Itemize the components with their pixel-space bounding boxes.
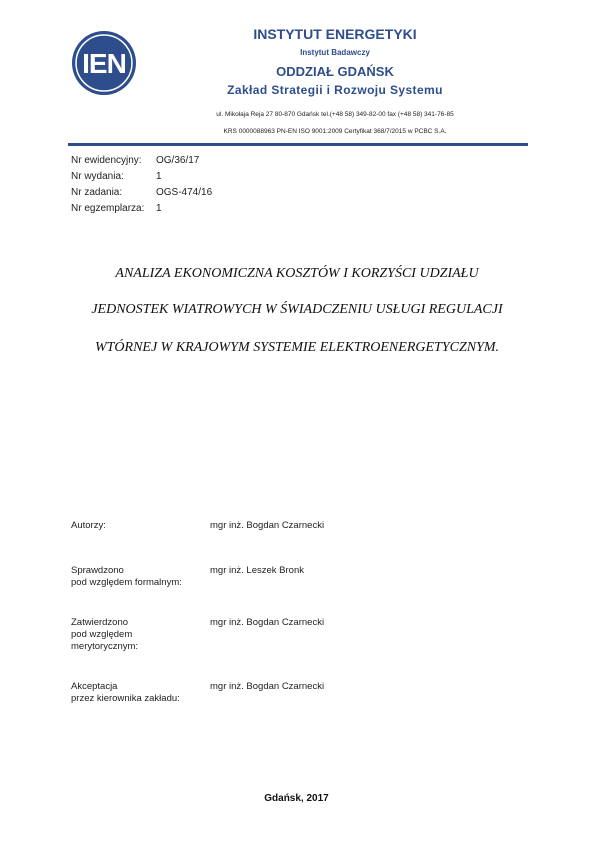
signature-name-formal: mgr inż. Leszek Bronk bbox=[210, 565, 304, 576]
signature-name-approved: mgr inż. Bogdan Czarnecki bbox=[210, 617, 325, 628]
document-title-line: ANALIZA EKONOMICZNA KOSZTÓW I KORZYŚCI UDZIAŁU bbox=[115, 266, 479, 281]
meta-row bbox=[71, 185, 212, 201]
branch-name: ODDZIAŁ GDAŃSK bbox=[276, 64, 394, 79]
meta-value: 1 bbox=[156, 171, 162, 182]
department-name: Zakład Strategii i Rozwoju Systemu bbox=[227, 83, 443, 97]
meta-row bbox=[71, 201, 212, 217]
institute-type: Instytut Badawczy bbox=[300, 48, 370, 57]
signature-label-approved: Zatwierdzono pod względem merytorycznym: bbox=[71, 617, 139, 652]
ien-logo bbox=[71, 30, 137, 96]
signature-name-authors: mgr inż. Bogdan Czarnecki bbox=[210, 520, 325, 531]
registry-line: KRS 0000088963 PN-EN ISO 9001:2009 Certyfikat 368/7/2015 w PCBC S.A. bbox=[223, 128, 447, 135]
institute-name: INSTYTUT ENERGETYKI bbox=[253, 26, 417, 42]
place-date-footer: Gdańsk, 2017 bbox=[264, 793, 329, 804]
meta-label: Nr wydania: bbox=[71, 171, 124, 182]
meta-label: Nr egzemplarza: bbox=[71, 203, 145, 214]
signature-label-authors: Autorzy: bbox=[71, 520, 106, 531]
meta-row bbox=[71, 169, 212, 185]
meta-value: OGS-474/16 bbox=[156, 187, 213, 198]
document-metadata bbox=[71, 153, 212, 217]
signature-label-formal: Sprawdzono pod względem formalnym: bbox=[71, 565, 182, 588]
meta-value: OG/36/17 bbox=[156, 155, 200, 166]
meta-value: 1 bbox=[156, 203, 162, 214]
document-title-line: WTÓRNEJ W KRAJOWYM SYSTEMIE ELEKTROENERGETYCZNYM. bbox=[94, 340, 500, 355]
document-title-line: JEDNOSTEK WIATROWYCH W ŚWIADCZENIU USŁUGI REGULACJI bbox=[91, 302, 503, 317]
signature-label-acceptance: Akceptacja przez kierownika zakładu: bbox=[71, 681, 180, 704]
meta-label: Nr ewidencyjny: bbox=[71, 155, 142, 166]
meta-label: Nr zadania: bbox=[71, 187, 123, 198]
address-line: ul. Mikołaja Reja 27 80-870 Gdańsk tel.(+48 58) 349-82-00 fax (+48 58) 341-76-85 bbox=[216, 111, 454, 118]
meta-row bbox=[71, 153, 212, 169]
header-divider bbox=[68, 143, 528, 146]
signature-name-acceptance: mgr inż. Bogdan Czarnecki bbox=[210, 681, 325, 692]
logo-text: IEN bbox=[82, 48, 126, 79]
